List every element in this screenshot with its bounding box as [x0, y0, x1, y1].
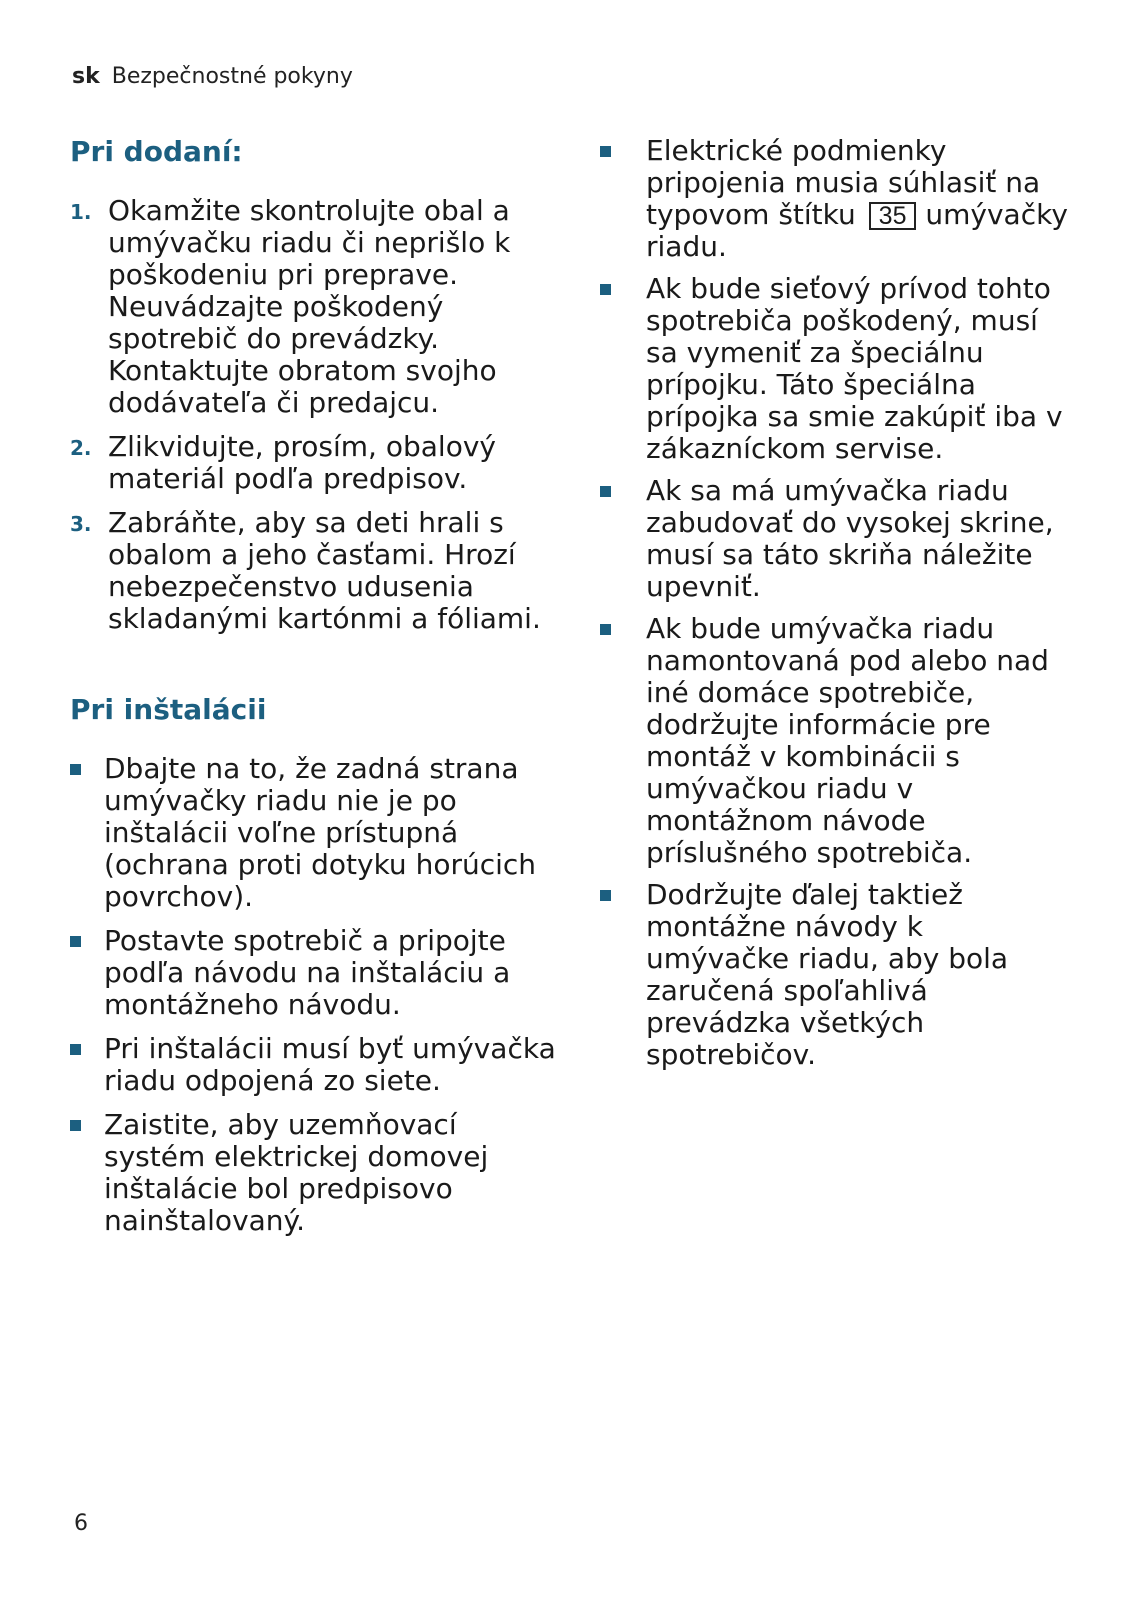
item-number: 3.: [70, 512, 92, 536]
item-number: 2.: [70, 436, 92, 460]
delivery-heading: Pri dodaní:: [70, 135, 243, 168]
square-bullet-icon: [600, 890, 611, 901]
item-text: Zabráňte, aby sa deti hrali s obalom a jeho časťami. Hrozí nebezpečenstvo udusenia skladanými kartónmi a fóliami.: [108, 506, 541, 635]
square-bullet-icon: [70, 1044, 81, 1055]
left-column: [70, 135, 560, 1249]
list-item: [70, 753, 560, 913]
list-item: [70, 1109, 560, 1237]
item-text: Dodržujte ďalej taktiež montážne návody k umývačke riadu, aby bola zaručená spoľahlivá prevádzka všetkých spotrebičov.: [646, 878, 1009, 1071]
list-item: [600, 475, 1070, 603]
item-text: Pri inštalácii musí byť umývačka riadu odpojená zo siete.: [104, 1032, 556, 1097]
connection-list: [600, 135, 1070, 1071]
square-bullet-icon: [600, 624, 611, 635]
list-item: [70, 1033, 560, 1097]
installation-list: [70, 753, 560, 1237]
item-text-end: umývačky riadu.: [646, 198, 1068, 263]
item-text: Zlikvidujte, prosím, obalový materiál podľa predpisov.: [108, 430, 496, 495]
header-title: Bezpečnostné pokyny: [111, 64, 353, 89]
square-bullet-icon: [70, 936, 81, 947]
item-text: Postavte spotrebič a pripojte podľa návodu na inštaláciu a montážneho návodu.: [104, 924, 511, 1021]
item-text: Elektrické podmienky pripojenia musia súhlasiť na typovom štítku: [646, 134, 1041, 231]
item-text: Dbajte na to, že zadná strana umývačky riadu nie je po inštalácii voľne prístupná (ochrana proti dotyku horúcich povrchov).: [104, 752, 537, 913]
square-bullet-icon: [70, 1120, 81, 1131]
installation-heading: Pri inštalácii: [70, 693, 267, 726]
language-code: sk: [72, 64, 100, 89]
page-number: 6: [74, 1511, 88, 1536]
list-item: [600, 879, 1070, 1071]
list-item: [600, 273, 1070, 465]
list-item: [70, 507, 560, 635]
figure-reference: 35: [869, 202, 917, 230]
square-bullet-icon: [600, 284, 611, 295]
square-bullet-icon: [600, 146, 611, 157]
square-bullet-icon: [600, 486, 611, 497]
square-bullet-icon: [70, 764, 81, 775]
list-item: [70, 195, 560, 419]
item-text: Zaistite, aby uzemňovací systém elektrickej domovej inštalácie bol predpisovo nainštalovaný.: [104, 1108, 489, 1237]
list-item: [600, 135, 1070, 263]
list-item: [70, 925, 560, 1021]
item-text: Ak sa má umývačka riadu zabudovať do vysokej skrine, musí sa táto skriňa náležite upevniť.: [646, 474, 1054, 603]
delivery-list: [70, 195, 560, 635]
right-column: [600, 135, 1070, 1081]
item-text: Ak bude sieťový prívod tohto spotrebiča poškodený, musí sa vymeniť za špeciálnu prípojku. Táto špeciálna prípojka sa smie zakúpiť iba v zákazníckom servise.: [646, 272, 1063, 465]
running-header: [72, 64, 353, 89]
item-number: 1.: [70, 200, 92, 224]
item-text: Okamžite skontrolujte obal a umývačku riadu či neprišlo k poškodeniu pri preprave. Neuvádzajte poškodený spotrebič do prevádzky. Kontaktujte obratom svojho dodávateľa či predajcu.: [108, 194, 511, 419]
item-text: Ak bude umývačka riadu namontovaná pod alebo nad iné domáce spotrebiče, dodržujte informácie pre montáž v kombinácii s umývačkou riadu v montážnom návode príslušného spotrebiča.: [646, 612, 1049, 869]
list-item: [70, 431, 560, 495]
list-item: [600, 613, 1070, 869]
